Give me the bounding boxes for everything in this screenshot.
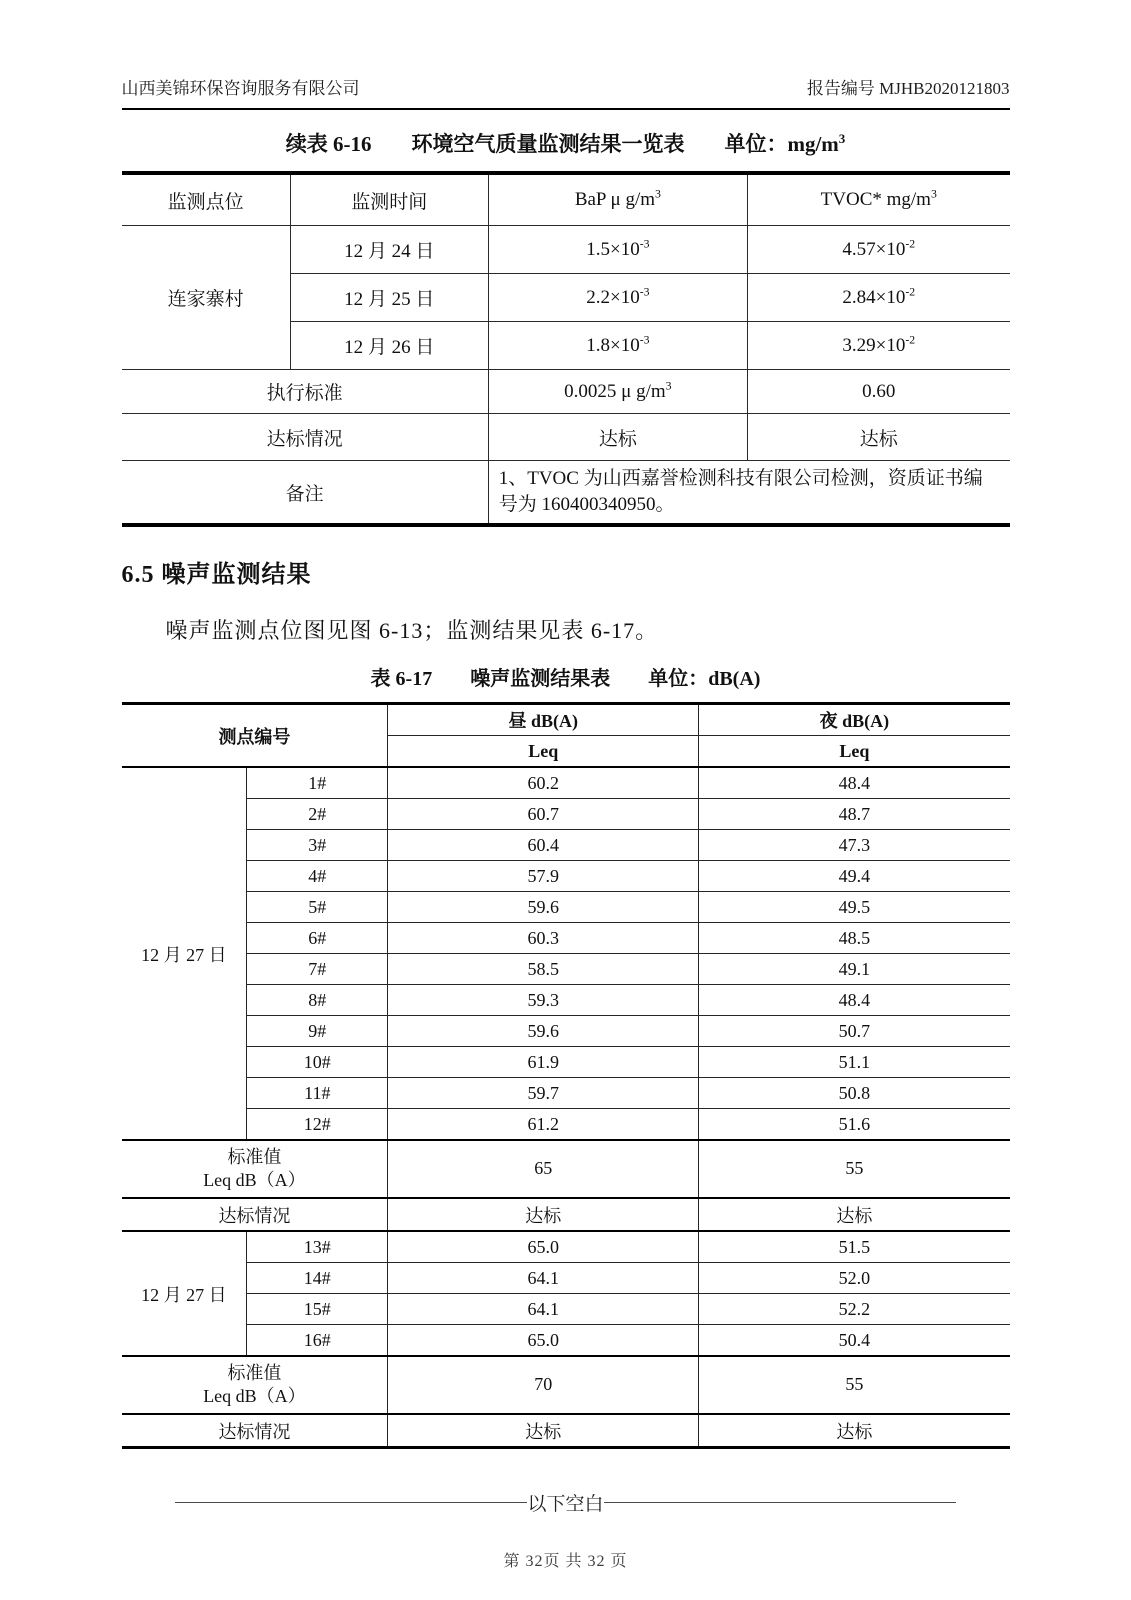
day-value: 60.2: [388, 767, 699, 799]
bap-value: $1.8\times 10^{-3}$: [488, 322, 747, 370]
day-value: 58.5: [388, 954, 699, 985]
night-value: 50.8: [699, 1078, 1010, 1109]
night-value: 48.5: [699, 923, 1010, 954]
col-header-time: 监测时间: [290, 173, 488, 226]
point-id: 2#: [247, 799, 388, 830]
company-name: 山西美锦环保咨询服务有限公司: [121, 79, 360, 98]
night-value: 48.4: [699, 985, 1010, 1016]
night-value: 49.1: [699, 954, 1010, 985]
day-value: 59.6: [388, 1016, 699, 1047]
noise-table: [122, 702, 1010, 1449]
group1-standard-night: 55: [699, 1140, 1010, 1198]
point-id: 8#: [247, 985, 388, 1016]
table-6-17-caption-title: 噪声监测结果表: [470, 668, 611, 690]
group1-compliance-night: 达标: [699, 1198, 1010, 1231]
group1-standard-label: 标准值 Leq dB（A）: [122, 1140, 388, 1198]
group2-standard-day: 70: [388, 1356, 699, 1414]
date-cell: 12 月 24 日: [290, 226, 488, 274]
air-quality-table: [122, 171, 1010, 527]
col-header-night: 夜 dB(A): [699, 704, 1010, 736]
day-value: 64.1: [388, 1294, 699, 1325]
day-value: 60.3: [388, 923, 699, 954]
group1-compliance-label: 达标情况: [122, 1198, 388, 1231]
compliance-label: 达标情况: [122, 414, 489, 461]
point-id: 15#: [247, 1294, 388, 1325]
remark-text: 1、TVOC 为山西嘉誉检测科技有限公司检测，资质证书编号为 160400340950。: [488, 461, 1009, 526]
night-value: 51.6: [699, 1109, 1010, 1141]
group2-compliance-night: 达标: [699, 1414, 1010, 1448]
group2-standard-night: 55: [699, 1356, 1010, 1414]
col-subheader-leq-day: Leq: [388, 736, 699, 768]
bap-value: $1.5\times 10^{-3}$: [488, 226, 747, 274]
col-header-bap: BaP μ $g/m^3$: [488, 173, 747, 226]
night-value: 47.3: [699, 830, 1010, 861]
point-id: 7#: [247, 954, 388, 985]
day-value: 59.6: [388, 892, 699, 923]
point-id: 14#: [247, 1263, 388, 1294]
point-id: 1#: [247, 767, 388, 799]
day-value: 60.7: [388, 799, 699, 830]
date-cell: 12 月 25 日: [290, 274, 488, 322]
section-heading: 6.5 噪声监测结果: [121, 562, 312, 588]
compliance-tvoc: 达标: [748, 414, 1010, 461]
point-id: 10#: [247, 1047, 388, 1078]
point-id: 11#: [247, 1078, 388, 1109]
date-cell: 12 月 26 日: [290, 322, 488, 370]
divider-line-left: [175, 1502, 527, 1503]
table-6-16-caption-title: 环境空气质量监测结果一览表: [411, 132, 685, 156]
table-6-17-caption-unit: 单位：dB(A): [648, 668, 761, 690]
point-id: 16#: [247, 1325, 388, 1357]
group2-standard-label: 标准值 Leq dB（A）: [122, 1356, 388, 1414]
day-value: 65.0: [388, 1231, 699, 1263]
group2-date-cell: 12 月 27 日: [122, 1231, 247, 1356]
table-6-16-caption: [122, 128, 1010, 158]
night-value: 52.2: [699, 1294, 1010, 1325]
night-value: 48.4: [699, 767, 1010, 799]
day-value: 61.9: [388, 1047, 699, 1078]
site-cell: 连家寨村: [122, 226, 291, 370]
point-id: 4#: [247, 861, 388, 892]
group2-compliance-day: 达标: [388, 1414, 699, 1448]
col-header-tvoc: TVOC* $mg/m^3$: [748, 173, 1010, 226]
col-subheader-leq-night: Leq: [699, 736, 1010, 768]
bap-value: $2.2\times 10^{-3}$: [488, 274, 747, 322]
tvoc-value: $4.57\times 10^{-2}$: [748, 226, 1010, 274]
table-6-16-caption-unit: 单位：$mg/m^3$: [724, 131, 846, 156]
group1-compliance-day: 达标: [388, 1198, 699, 1231]
compliance-bap: 达标: [488, 414, 747, 461]
day-value: 64.1: [388, 1263, 699, 1294]
point-id: 6#: [247, 923, 388, 954]
blank-below-divider: [122, 1489, 1010, 1516]
blank-below-text: 以下空白: [527, 1494, 604, 1515]
night-value: 50.4: [699, 1325, 1010, 1357]
point-id: 5#: [247, 892, 388, 923]
group2-compliance-label: 达标情况: [122, 1414, 388, 1448]
night-value: 50.7: [699, 1016, 1010, 1047]
standard-label: 执行标准: [122, 370, 489, 414]
night-value: 52.0: [699, 1263, 1010, 1294]
page-header: [122, 0, 1010, 110]
tvoc-value: $3.29\times 10^{-2}$: [748, 322, 1010, 370]
point-id: 12#: [247, 1109, 388, 1141]
day-value: 60.4: [388, 830, 699, 861]
day-value: 59.7: [388, 1078, 699, 1109]
day-value: 65.0: [388, 1325, 699, 1357]
col-header-day: 昼 dB(A): [388, 704, 699, 736]
page-number: 第 32页 共 32 页: [503, 1553, 628, 1570]
night-value: 49.4: [699, 861, 1010, 892]
night-value: 48.7: [699, 799, 1010, 830]
report-number: 报告编号 MJHB2020121803: [806, 79, 1010, 98]
col-header-site: 监测点位: [122, 173, 291, 226]
divider-line-right: [604, 1502, 956, 1503]
table-6-17-caption: [122, 662, 1010, 691]
day-value: 57.9: [388, 861, 699, 892]
night-value: 51.1: [699, 1047, 1010, 1078]
point-id: 3#: [247, 830, 388, 861]
night-value: 51.5: [699, 1231, 1010, 1263]
standard-bap-value: 0.0025 μ $g/m^3$: [488, 370, 747, 414]
group1-standard-day: 65: [388, 1140, 699, 1198]
col-header-point-id: 测点编号: [122, 704, 388, 768]
day-value: 59.3: [388, 985, 699, 1016]
tvoc-value: $2.84\times 10^{-2}$: [748, 274, 1010, 322]
table-6-17-caption-prefix: 表 6-17: [370, 668, 433, 690]
day-value: 61.2: [388, 1109, 699, 1141]
table-6-16-caption-prefix: 续表 6-16: [285, 132, 372, 156]
point-id: 13#: [247, 1231, 388, 1263]
night-value: 49.5: [699, 892, 1010, 923]
standard-tvoc-value: 0.60: [748, 370, 1010, 414]
group1-date-cell: 12 月 27 日: [122, 767, 247, 1140]
point-id: 9#: [247, 1016, 388, 1047]
section-paragraph: 噪声监测点位图见图 6-13；监测结果见表 6-17。: [165, 618, 659, 643]
remark-label: 备注: [122, 461, 489, 526]
